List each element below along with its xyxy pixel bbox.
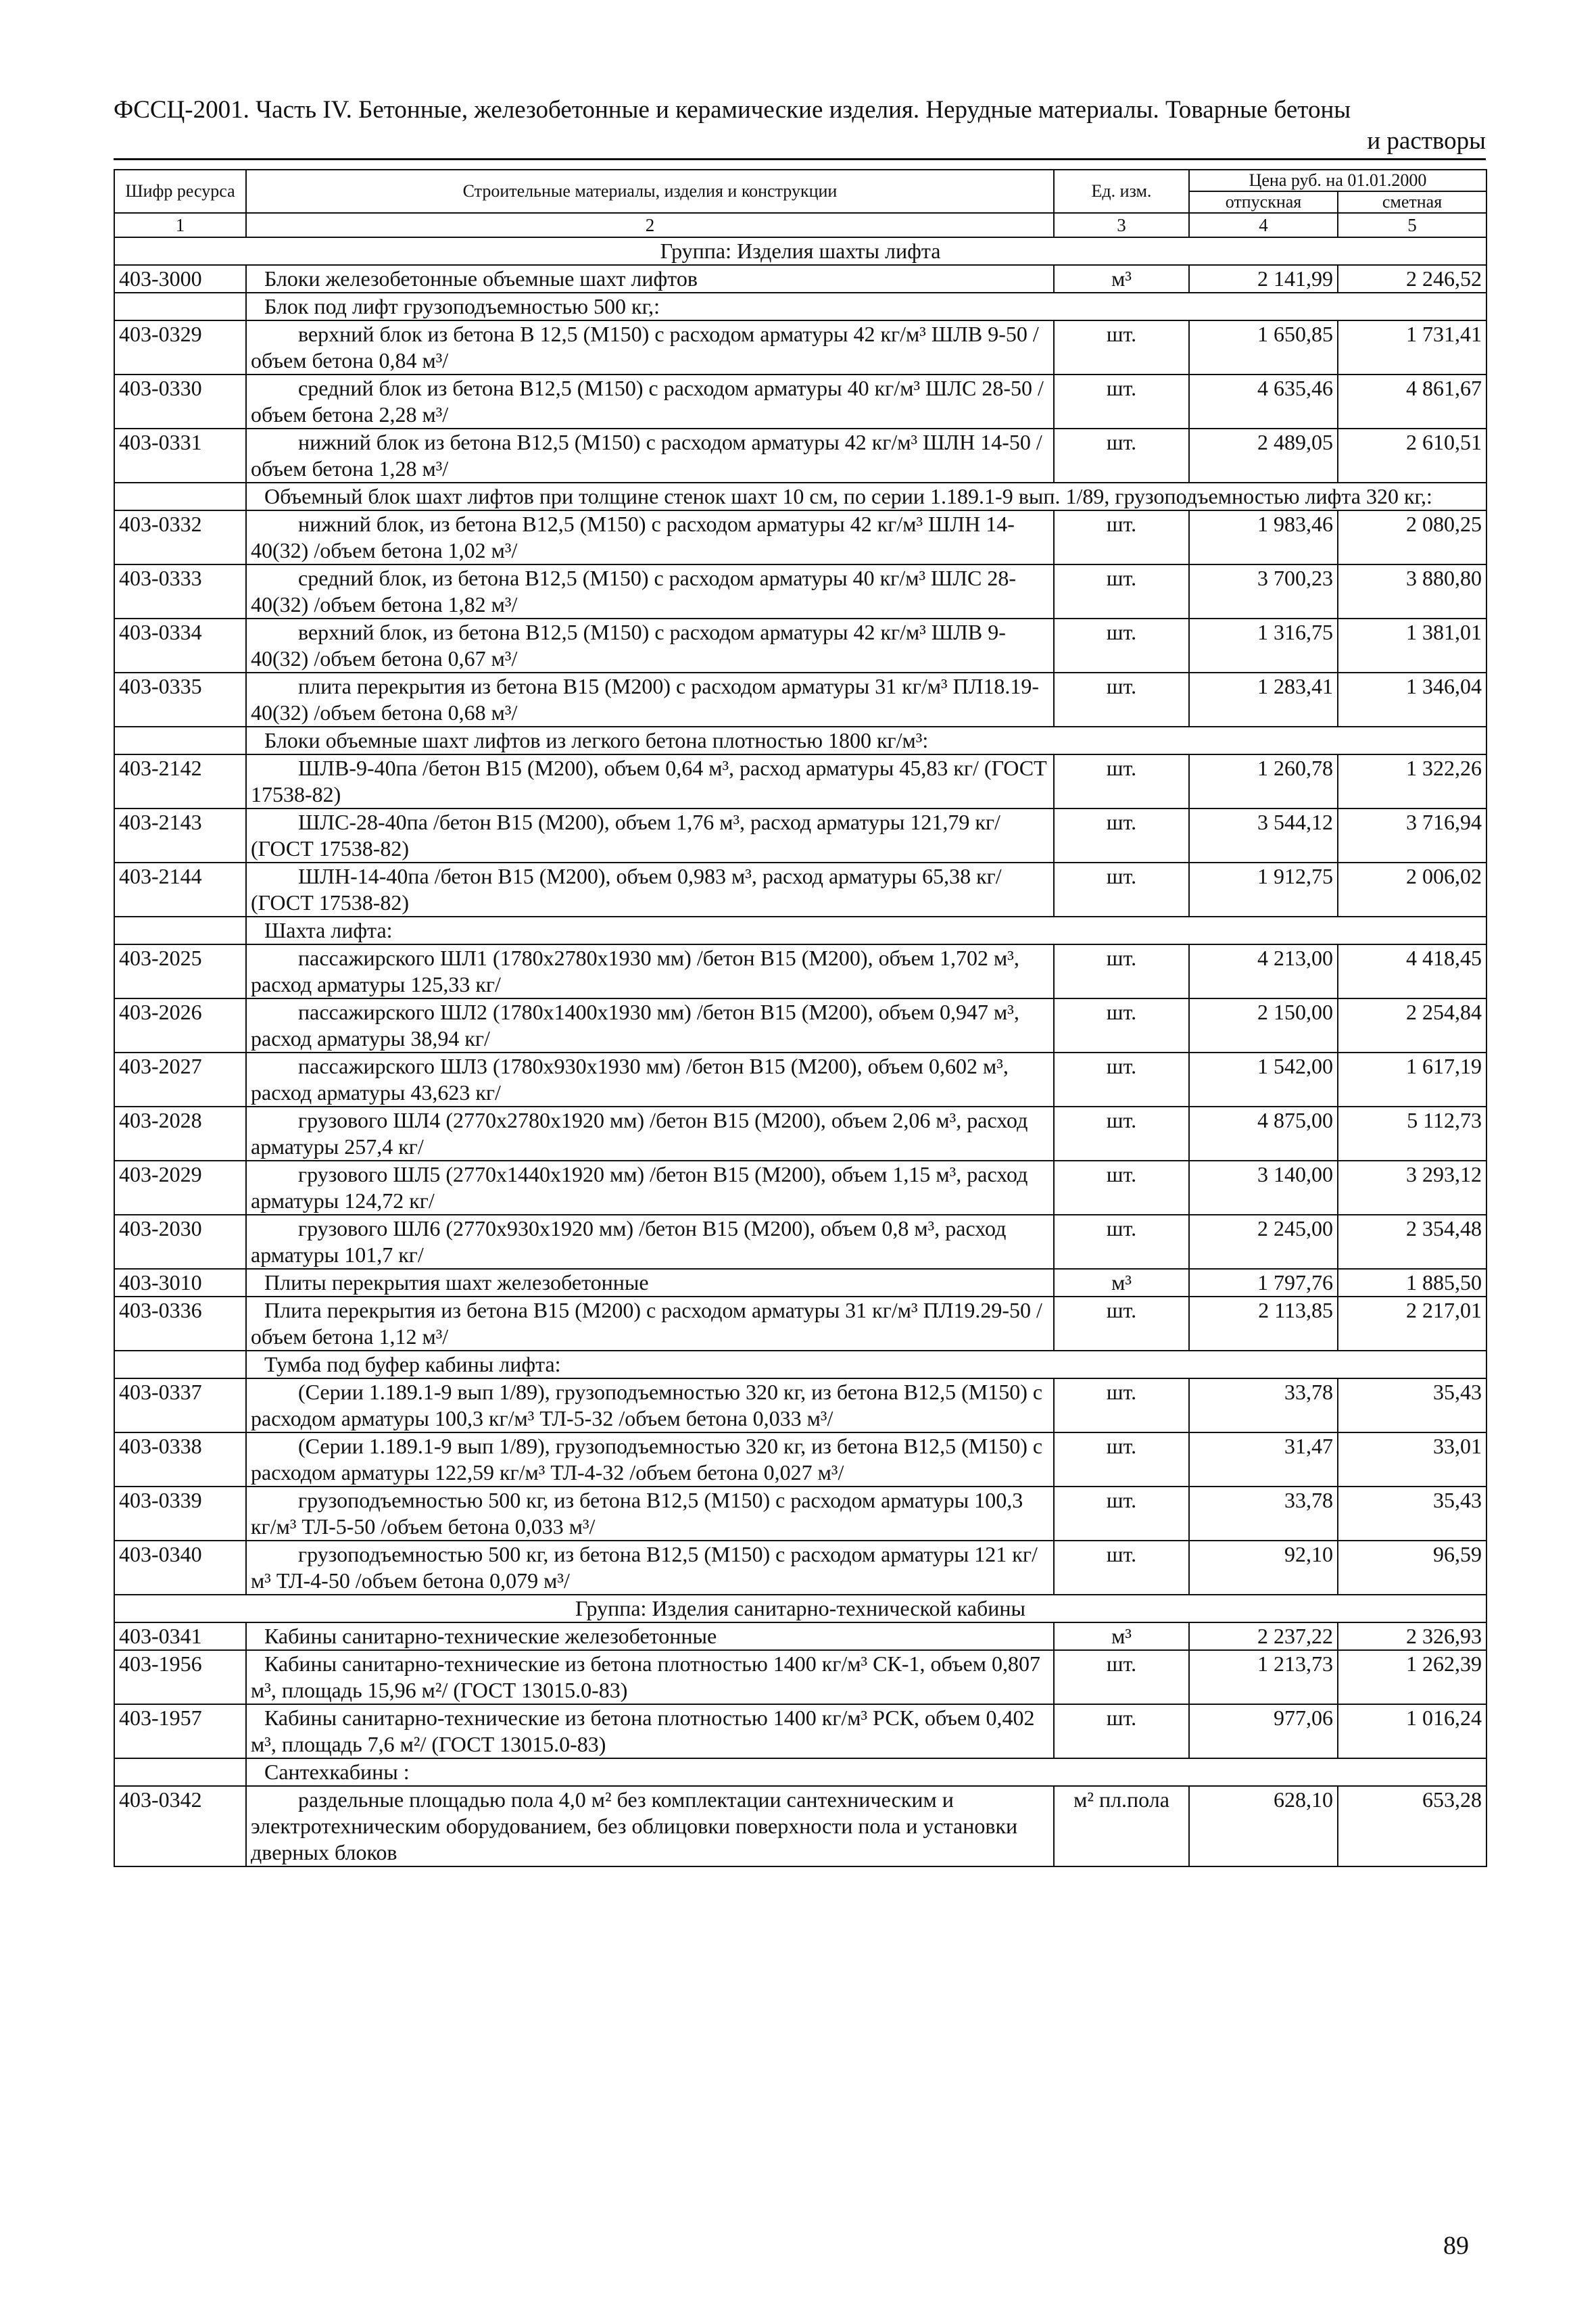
resource-code: 403-1957: [114, 1704, 246, 1758]
estimate-price: 3 293,12: [1338, 1161, 1486, 1215]
table-row: [114, 1650, 1486, 1704]
unit-of-measure: шт.: [1054, 673, 1189, 727]
description-text: средний блок из бетона В12,5 (М150) с расходом арматуры 40 кг/м³ ШЛС 28-50 /объем бетона 2,28 м³/: [251, 376, 1044, 427]
col-number: 5: [1338, 213, 1486, 237]
estimate-price: 96,59: [1338, 1541, 1486, 1595]
description-text: верхний блок из бетона В 12,5 (М150) с расходом арматуры 42 кг/м³ ШЛВ 9-50 /объем бетона 0,84 м³/: [251, 322, 1039, 372]
release-price: 2 150,00: [1189, 998, 1338, 1053]
item-description: [246, 1786, 1054, 1866]
table-row: [114, 1107, 1486, 1161]
resource-code: 403-2028: [114, 1107, 246, 1161]
description-text: Кабины санитарно-технические железобетонные: [264, 1624, 717, 1648]
unit-of-measure: шт.: [1054, 320, 1189, 375]
unit-of-measure: шт.: [1054, 1053, 1189, 1107]
table-row: [114, 619, 1486, 673]
table-row: [114, 1161, 1486, 1215]
estimate-price: 35,43: [1338, 1487, 1486, 1541]
description-text: средний блок, из бетона В12,5 (М150) с расходом арматуры 40 кг/м³ ШЛС 28-40(32) /объем бетона 1,82 м³/: [251, 566, 1017, 617]
item-description: [246, 1053, 1054, 1107]
description-text: Плиты перекрытия шахт железобетонные: [264, 1270, 649, 1295]
item-description: [246, 863, 1054, 917]
estimate-price: 1 262,39: [1338, 1650, 1486, 1704]
release-price: 977,06: [1189, 1704, 1338, 1758]
unit-of-measure: шт.: [1054, 564, 1189, 619]
header-title-continued: и растворы: [114, 126, 1486, 160]
table-row: [114, 863, 1486, 917]
resource-code: 403-0333: [114, 564, 246, 619]
item-description: [246, 1378, 1054, 1432]
col-header-estimate-price: сметная: [1338, 191, 1486, 213]
unit-of-measure: шт.: [1054, 375, 1189, 429]
release-price: 2 113,85: [1189, 1297, 1338, 1351]
unit-of-measure: м² пл.пола: [1054, 1786, 1189, 1866]
release-price: 31,47: [1189, 1432, 1338, 1487]
description-text: Кабины санитарно-технические из бетона плотностью 1400 кг/м³ СК-1, объем 0,807 м³, площадь 15,96 м²/ (ГОСТ 13015.0-83): [251, 1651, 1040, 1702]
subgroup-heading: Шахта лифта:: [246, 917, 1486, 944]
release-price: 33,78: [1189, 1487, 1338, 1541]
description-text: грузового ШЛ5 (2770х1440х1920 мм) /бетон В15 (М200), объем 1,15 м³, расход арматуры 124,72 кг/: [251, 1162, 1028, 1213]
item-description: [246, 673, 1054, 727]
item-description: [246, 1107, 1054, 1161]
table-row: [114, 510, 1486, 564]
unit-of-measure: м³: [1054, 265, 1189, 293]
estimate-price: 5 112,73: [1338, 1107, 1486, 1161]
table-row: [114, 1297, 1486, 1351]
resource-code: 403-0339: [114, 1487, 246, 1541]
description-text: нижний блок из бетона В12,5 (М150) с расходом арматуры 42 кг/м³ ШЛН 14-50 /объем бетона 1,28 м³/: [251, 430, 1042, 481]
resource-code: 403-0334: [114, 619, 246, 673]
estimate-price: 1 322,26: [1338, 754, 1486, 809]
group-row: [114, 1595, 1486, 1622]
unit-of-measure: шт.: [1054, 1378, 1189, 1432]
unit-of-measure: шт.: [1054, 809, 1189, 863]
subgroup-row: [114, 483, 1486, 510]
release-price: 1 260,78: [1189, 754, 1338, 809]
estimate-price: 1 381,01: [1338, 619, 1486, 673]
page-number: 89: [1443, 2231, 1469, 2260]
estimate-price: 1 346,04: [1338, 673, 1486, 727]
empty-cell: [114, 293, 246, 320]
table-row: [114, 1215, 1486, 1269]
empty-cell: [114, 483, 246, 510]
release-price: 1 797,76: [1189, 1269, 1338, 1297]
release-price: 2 489,05: [1189, 429, 1338, 483]
table-row: [114, 564, 1486, 619]
item-description: [246, 754, 1054, 809]
resource-code: 403-2029: [114, 1161, 246, 1215]
col-header-name: Строительные материалы, изделия и конструкции: [246, 170, 1054, 213]
price-table: [114, 169, 1487, 1867]
col-header-code: Шифр ресурса: [114, 170, 246, 213]
unit-of-measure: шт.: [1054, 1541, 1189, 1595]
estimate-price: 33,01: [1338, 1432, 1486, 1487]
subgroup-row: [114, 1351, 1486, 1378]
resource-code: 403-0335: [114, 673, 246, 727]
unit-of-measure: шт.: [1054, 1704, 1189, 1758]
subgroup-row: [114, 293, 1486, 320]
release-price: 4 875,00: [1189, 1107, 1338, 1161]
item-description: [246, 1297, 1054, 1351]
unit-of-measure: шт.: [1054, 1215, 1189, 1269]
item-description: [246, 1432, 1054, 1487]
estimate-price: 1 885,50: [1338, 1269, 1486, 1297]
release-price: 1 542,00: [1189, 1053, 1338, 1107]
description-text: ШЛН-14-40па /бетон В15 (М200), объем 0,983 м³, расход арматуры 65,38 кг/ (ГОСТ 17538-82): [251, 864, 1002, 915]
description-text: Кабины санитарно-технические из бетона плотностью 1400 кг/м³ РСК, объем 0,402 м³, площадь 7,6 м²/ (ГОСТ 13015.0-83): [251, 1706, 1035, 1756]
table-row: [114, 265, 1486, 293]
table-body: [114, 237, 1486, 1866]
release-price: 33,78: [1189, 1378, 1338, 1432]
release-price: 4 635,46: [1189, 375, 1338, 429]
col-header-unit: Ед. изм.: [1054, 170, 1189, 213]
release-price: 3 700,23: [1189, 564, 1338, 619]
resource-code: 403-2025: [114, 944, 246, 998]
subgroup-heading: Блоки объемные шахт лифтов из легкого бетона плотностью 1800 кг/м³:: [246, 727, 1486, 754]
subgroup-row: [114, 727, 1486, 754]
resource-code: 403-0336: [114, 1297, 246, 1351]
description-text: плита перекрытия из бетона В15 (М200) с расходом арматуры 31 кг/м³ ПЛ18.19-40(32) /объем бетона 0,68 м³/: [251, 674, 1040, 725]
unit-of-measure: шт.: [1054, 1161, 1189, 1215]
item-description: [246, 1704, 1054, 1758]
estimate-price: 3 716,94: [1338, 809, 1486, 863]
item-description: [246, 1269, 1054, 1297]
estimate-price: 2 080,25: [1338, 510, 1486, 564]
resource-code: 403-0340: [114, 1541, 246, 1595]
resource-code: 403-0332: [114, 510, 246, 564]
description-text: грузового ШЛ6 (2770х930х1920 мм) /бетон В15 (М200), объем 0,8 м³, расход арматуры 101,7 кг/: [251, 1216, 1007, 1267]
estimate-price: 35,43: [1338, 1378, 1486, 1432]
empty-cell: [114, 727, 246, 754]
table-row: [114, 1378, 1486, 1432]
estimate-price: 2 246,52: [1338, 265, 1486, 293]
unit-of-measure: м³: [1054, 1622, 1189, 1650]
table-row: [114, 1622, 1486, 1650]
empty-cell: [114, 917, 246, 944]
estimate-price: 3 880,80: [1338, 564, 1486, 619]
release-price: 3 544,12: [1189, 809, 1338, 863]
description-text: нижний блок, из бетона В12,5 (М150) с расходом арматуры 42 кг/м³ ШЛН 14-40(32) /объем бетона 1,02 м³/: [251, 512, 1015, 562]
col-number: 4: [1189, 213, 1338, 237]
description-text: пассажирского ШЛ2 (1780х1400х1930 мм) /бетон В15 (М200), объем 0,947 м³, расход арматуры 38,94 кг/: [251, 1000, 1019, 1051]
estimate-price: 2 354,48: [1338, 1215, 1486, 1269]
unit-of-measure: шт.: [1054, 1107, 1189, 1161]
unit-of-measure: шт.: [1054, 863, 1189, 917]
description-text: грузоподъемностью 500 кг, из бетона В12,5 (М150) с расходом арматуры 121 кг/м³ ТЛ-4-50 /объем бетона 0,079 м³/: [251, 1542, 1038, 1593]
resource-code: 403-3000: [114, 265, 246, 293]
unit-of-measure: шт.: [1054, 619, 1189, 673]
item-description: [246, 809, 1054, 863]
group-heading: Группа: Изделия санитарно-технической кабины: [114, 1595, 1486, 1622]
resource-code: 403-0329: [114, 320, 246, 375]
description-text: Плита перекрытия из бетона В15 (М200) с расходом арматуры 31 кг/м³ ПЛ19.29-50 /объем бетона 1,12 м³/: [251, 1298, 1042, 1349]
group-heading: Группа: Изделия шахты лифта: [114, 237, 1486, 265]
estimate-price: 1 731,41: [1338, 320, 1486, 375]
resource-code: 403-2027: [114, 1053, 246, 1107]
unit-of-measure: шт.: [1054, 1297, 1189, 1351]
col-header-release-price: отпускная: [1189, 191, 1338, 213]
table-row: [114, 1053, 1486, 1107]
release-price: 1 316,75: [1189, 619, 1338, 673]
item-description: [246, 510, 1054, 564]
table-row: [114, 429, 1486, 483]
description-text: верхний блок, из бетона В12,5 (М150) с расходом арматуры 42 кг/м³ ШЛВ 9-40(32) /объем бетона 0,67 м³/: [251, 620, 1006, 671]
release-price: 628,10: [1189, 1786, 1338, 1866]
release-price: 2 141,99: [1189, 265, 1338, 293]
release-price: 2 245,00: [1189, 1215, 1338, 1269]
description-text: (Серии 1.189.1-9 вып 1/89), грузоподъемностью 320 кг, из бетона В12,5 (М150) с расходом арматуры 100,3 кг/м³ ТЛ-5-32 /объем бетона 0,033 м³/: [251, 1380, 1043, 1430]
item-description: [246, 320, 1054, 375]
table-row: [114, 944, 1486, 998]
release-price: 1 650,85: [1189, 320, 1338, 375]
item-description: [246, 1541, 1054, 1595]
unit-of-measure: м³: [1054, 1269, 1189, 1297]
release-price: 2 237,22: [1189, 1622, 1338, 1650]
table-row: [114, 1432, 1486, 1487]
table-row: [114, 754, 1486, 809]
item-description: [246, 1161, 1054, 1215]
table-row: [114, 998, 1486, 1053]
item-description: [246, 564, 1054, 619]
resource-code: 403-2143: [114, 809, 246, 863]
resource-code: 403-2026: [114, 998, 246, 1053]
group-row: [114, 237, 1486, 265]
item-description: [246, 998, 1054, 1053]
empty-cell: [114, 1758, 246, 1786]
table-row: [114, 1487, 1486, 1541]
page-header: [114, 95, 1486, 160]
unit-of-measure: шт.: [1054, 998, 1189, 1053]
resource-code: 403-0331: [114, 429, 246, 483]
release-price: 92,10: [1189, 1541, 1338, 1595]
release-price: 1 283,41: [1189, 673, 1338, 727]
resource-code: 403-2144: [114, 863, 246, 917]
release-price: 3 140,00: [1189, 1161, 1338, 1215]
description-text: пассажирского ШЛ3 (1780х930х1930 мм) /бетон В15 (М200), объем 0,602 м³, расход арматуры 43,623 кг/: [251, 1054, 1009, 1105]
unit-of-measure: шт.: [1054, 754, 1189, 809]
description-text: ШЛС-28-40па /бетон В15 (М200), объем 1,76 м³, расход арматуры 121,79 кг/ (ГОСТ 17538-82): [251, 810, 1000, 861]
unit-of-measure: шт.: [1054, 429, 1189, 483]
table-row: [114, 1786, 1486, 1866]
unit-of-measure: шт.: [1054, 1650, 1189, 1704]
table-row: [114, 673, 1486, 727]
item-description: [246, 375, 1054, 429]
estimate-price: 1 016,24: [1338, 1704, 1486, 1758]
unit-of-measure: шт.: [1054, 1432, 1189, 1487]
release-price: 1 912,75: [1189, 863, 1338, 917]
item-description: [246, 1487, 1054, 1541]
item-description: [246, 265, 1054, 293]
estimate-price: 2 217,01: [1338, 1297, 1486, 1351]
col-header-price: Цена руб. на 01.01.2000: [1189, 170, 1486, 191]
resource-code: 403-0330: [114, 375, 246, 429]
subgroup-heading: Объемный блок шахт лифтов при толщине стенок шахт 10 см, по серии 1.189.1-9 вып. 1/89, грузоподъемностью лифта 320 кг,:: [246, 483, 1486, 510]
table-row: [114, 375, 1486, 429]
empty-cell: [114, 1351, 246, 1378]
description-text: ШЛВ-9-40па /бетон В15 (М200), объем 0,64 м³, расход арматуры 45,83 кг/ (ГОСТ 17538-82): [251, 756, 1047, 806]
subgroup-row: [114, 917, 1486, 944]
release-price: 1 983,46: [1189, 510, 1338, 564]
estimate-price: 2 006,02: [1338, 863, 1486, 917]
estimate-price: 1 617,19: [1338, 1053, 1486, 1107]
estimate-price: 4 861,67: [1338, 375, 1486, 429]
description-text: грузового ШЛ4 (2770х2780х1920 мм) /бетон В15 (М200), объем 2,06 м³, расход арматуры 257,4 кг/: [251, 1108, 1028, 1159]
resource-code: 403-0341: [114, 1622, 246, 1650]
estimate-price: 4 418,45: [1338, 944, 1486, 998]
estimate-price: 2 254,84: [1338, 998, 1486, 1053]
resource-code: 403-2142: [114, 754, 246, 809]
resource-code: 403-2030: [114, 1215, 246, 1269]
col-number: 1: [114, 213, 246, 237]
unit-of-measure: шт.: [1054, 510, 1189, 564]
item-description: [246, 1622, 1054, 1650]
table-row: [114, 1269, 1486, 1297]
description-text: Блоки железобетонные объемные шахт лифтов: [264, 266, 698, 291]
resource-code: 403-0338: [114, 1432, 246, 1487]
table-row: [114, 1541, 1486, 1595]
item-description: [246, 1650, 1054, 1704]
subgroup-row: [114, 1758, 1486, 1786]
resource-code: 403-0342: [114, 1786, 246, 1866]
subgroup-heading: Блок под лифт грузоподъемностью 500 кг,:: [246, 293, 1486, 320]
header-title: ФССЦ-2001. Часть IV. Бетонные, железобетонные и керамические изделия. Нерудные материалы. Товарные бетоны: [114, 96, 1351, 124]
table-row: [114, 320, 1486, 375]
table-row: [114, 1704, 1486, 1758]
subgroup-heading: Тумба под буфер кабины лифта:: [246, 1351, 1486, 1378]
resource-code: 403-1956: [114, 1650, 246, 1704]
col-number: 2: [246, 213, 1054, 237]
resource-code: 403-0337: [114, 1378, 246, 1432]
item-description: [246, 619, 1054, 673]
resource-code: 403-3010: [114, 1269, 246, 1297]
estimate-price: 2 326,93: [1338, 1622, 1486, 1650]
unit-of-measure: шт.: [1054, 944, 1189, 998]
estimate-price: 2 610,51: [1338, 429, 1486, 483]
release-price: 4 213,00: [1189, 944, 1338, 998]
subgroup-heading: Сантехкабины :: [246, 1758, 1486, 1786]
description-text: пассажирского ШЛ1 (1780х2780х1930 мм) /бетон В15 (М200), объем 1,702 м³, расход арматуры 125,33 кг/: [251, 946, 1019, 996]
table-row: [114, 809, 1486, 863]
release-price: 1 213,73: [1189, 1650, 1338, 1704]
item-description: [246, 1215, 1054, 1269]
description-text: раздельные площадью пола 4,0 м² без комплектации сантехническим и электротехническим оборудованием, без облицовки поверхности пола и установки дверных блоков: [251, 1787, 1018, 1864]
estimate-price: 653,28: [1338, 1786, 1486, 1866]
col-number: 3: [1054, 213, 1189, 237]
description-text: (Серии 1.189.1-9 вып 1/89), грузоподъемностью 320 кг, из бетона В12,5 (М150) с расходом арматуры 122,59 кг/м³ ТЛ-4-32 /объем бетона 0,027 м³/: [251, 1434, 1043, 1485]
item-description: [246, 944, 1054, 998]
unit-of-measure: шт.: [1054, 1487, 1189, 1541]
description-text: грузоподъемностью 500 кг, из бетона В12,5 (М150) с расходом арматуры 100,3 кг/м³ ТЛ-5-50 /объем бетона 0,033 м³/: [251, 1488, 1023, 1539]
item-description: [246, 429, 1054, 483]
